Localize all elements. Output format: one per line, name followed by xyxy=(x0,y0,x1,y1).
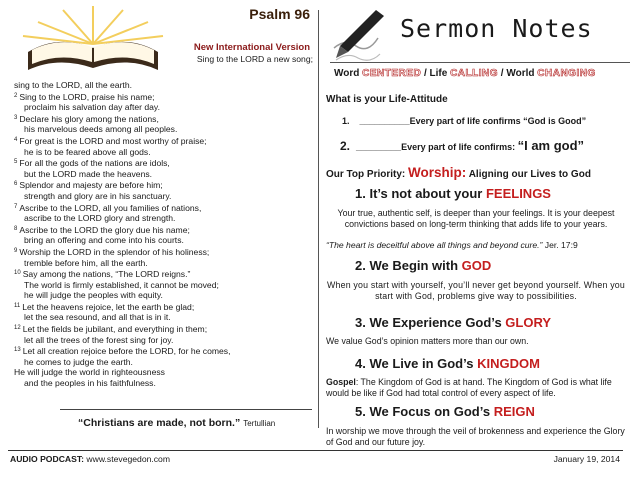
verse-text: let all the trees of the forest sing for joy. xyxy=(24,334,174,345)
point-lead: 4. We Live in God’s xyxy=(355,356,478,371)
podcast-label: AUDIO PODCAST: xyxy=(10,454,85,464)
verse-text: Let the heavens rejoice, let the earth be glad; xyxy=(22,301,195,312)
verse-text: Let the fields be jubilant, and everything in them; xyxy=(22,324,208,335)
scripture-reference: Jer. 17:9 xyxy=(542,240,578,250)
verse-intro-line: Sing to the LORD a new song; xyxy=(196,54,313,64)
quote-rule xyxy=(60,409,312,410)
verse-number: 6 xyxy=(14,181,18,188)
verse-line xyxy=(14,345,314,357)
blank-number: 2. xyxy=(340,139,351,153)
point-body-text: : The Kingdom of God is at hand. The Kingdom of God is what life would be like if God had total control of every aspect of life. xyxy=(326,377,612,399)
verse-line xyxy=(14,202,314,214)
tertullian-quote xyxy=(78,417,318,429)
point-2-body: When you start with yourself, you’ll never get beyond yourself. When you start with God, problems give way to possibilities. xyxy=(327,280,625,302)
point-4-heading xyxy=(355,356,540,371)
verse-text: tremble before him, all the earth. xyxy=(24,257,148,268)
point-3-heading xyxy=(355,315,551,330)
verse-text: but the LORD made the heavens. xyxy=(24,168,153,179)
verse-text: bring an offering and come into his courts. xyxy=(24,235,184,246)
point-3-body: We value God’s opinion matters more than our own. xyxy=(326,336,529,346)
verse-line xyxy=(14,213,314,224)
verse-text: Worship the LORD in the splendor of his holiness; xyxy=(19,246,210,257)
verse-line xyxy=(14,258,314,269)
verse-number: 7 xyxy=(14,203,18,210)
verse-number: 10 xyxy=(14,270,21,277)
verse-line xyxy=(14,224,314,236)
verse-text: Let all creation rejoice before the LORD, for he comes, xyxy=(22,346,231,357)
verse-number: 3 xyxy=(14,114,18,121)
verse-text: For all the gods of the nations are idols, xyxy=(19,158,170,169)
verse-text: strength and glory are in his sanctuary. xyxy=(24,190,172,201)
verse-number: 5 xyxy=(14,159,18,166)
sermon-notes-title: Sermon Notes xyxy=(400,14,593,43)
verse-text: ascribe to the LORD glory and strength. xyxy=(24,213,176,224)
point-5-heading xyxy=(355,404,535,419)
verse-number: 2 xyxy=(14,92,18,99)
verse-line xyxy=(14,290,314,301)
scripture-quote: “The heart is deceitful above all things and beyond cure.” xyxy=(326,240,543,250)
point-keyword: FEELINGS xyxy=(485,186,551,201)
open-bible-icon xyxy=(8,4,178,72)
podcast-url[interactable]: www.stevegedon.com xyxy=(84,454,170,464)
verse-line xyxy=(14,268,314,280)
verse-text: He will judge the world in righteousness xyxy=(14,367,165,378)
point-lead: 1. It’s not about your xyxy=(355,186,486,201)
verse-text: his marvelous deeds among all peoples. xyxy=(24,124,178,135)
podcast-info xyxy=(10,454,170,464)
fill-in-blank-2 xyxy=(340,138,584,153)
point-keyword: KINGDOM xyxy=(477,356,540,371)
verse-text: Splendor and majesty are before him; xyxy=(19,180,163,191)
verse-number: 9 xyxy=(14,247,18,254)
point-lead: 3. We Experience God’s xyxy=(355,315,506,330)
point-lead: 2. We Begin with xyxy=(355,258,462,273)
verse-text: Say among the nations, “The LORD reigns.” xyxy=(22,269,191,280)
verse-line xyxy=(14,323,314,335)
verse-line xyxy=(14,246,314,258)
verse-line xyxy=(14,169,314,180)
verse-number: 12 xyxy=(14,325,21,332)
point-keyword: REIGN xyxy=(493,404,535,419)
verse-number: 4 xyxy=(14,136,18,143)
verse-text: let the sea resound, and all that is in it. xyxy=(24,312,171,323)
verse-line xyxy=(14,312,314,323)
tagline-part: Word xyxy=(334,68,363,79)
verse-text: he comes to judge the earth. xyxy=(24,356,133,367)
verse-text: and the peoples in his faithfulness. xyxy=(24,378,156,389)
priority-label: Our Top Priority: xyxy=(326,169,409,180)
verse-line xyxy=(14,179,314,191)
verse-line xyxy=(14,147,314,158)
point-1-heading xyxy=(355,186,551,201)
attitude-question: What is your Life-Attitude xyxy=(326,94,448,105)
blank-text: _________Every part of life confirms: xyxy=(356,142,518,152)
verse-text: Declare his glory among the nations, xyxy=(19,113,159,124)
point-1-body: Your true, authentic self, is deeper than your feelings. It is your deepest convictions based on long-term thinking that adds life to your years. xyxy=(337,208,615,230)
verse-text: Sing to the LORD, praise his name; xyxy=(19,91,155,102)
verse-line xyxy=(14,357,314,368)
bible-version-label: New International Version xyxy=(193,42,310,53)
footer-rule xyxy=(8,450,623,451)
verse-line xyxy=(14,80,314,91)
blank-emphasis: “I am god” xyxy=(517,138,585,153)
tagline-part: / World xyxy=(498,68,538,79)
verse-line xyxy=(14,280,314,291)
point-keyword: GLORY xyxy=(505,315,552,330)
verse-line xyxy=(14,124,314,135)
column-divider xyxy=(318,10,319,428)
verse-line xyxy=(14,102,314,113)
fill-in-blank-1 xyxy=(342,116,586,126)
sermon-date: January 19, 2014 xyxy=(553,454,620,464)
title-rule xyxy=(330,62,630,63)
point-lead: 5. We Focus on God’s xyxy=(355,404,494,419)
tagline xyxy=(334,68,634,79)
tagline-centered: CENTERED xyxy=(362,68,422,79)
point-2-heading xyxy=(355,258,491,273)
blank-number: 1. xyxy=(342,116,350,126)
verse-text: he will judge the peoples with equity. xyxy=(24,290,163,301)
top-priority-heading xyxy=(326,165,591,180)
verse-line xyxy=(14,191,314,202)
quote-author: Tertullian xyxy=(243,419,276,428)
verse-line xyxy=(14,135,314,147)
point-5-body: In worship we move through the veil of brokenness and experience the Glory of God and our future joy. xyxy=(326,426,625,448)
verse-number: 11 xyxy=(14,302,21,309)
blank-text: __________Every part of life confirms “God is Good” xyxy=(359,116,587,126)
verse-text: For great is the LORD and most worthy of praise; xyxy=(19,135,207,146)
verse-line xyxy=(14,335,314,346)
priority-highlight: Worship: xyxy=(408,165,467,180)
point-4-body xyxy=(326,377,626,400)
tagline-part: / Life xyxy=(421,68,451,79)
tagline-changing: CHANGING xyxy=(537,68,596,79)
verse-text: Ascribe to the LORD, all you families of nations, xyxy=(19,202,202,213)
verse-line xyxy=(14,157,314,169)
psalm-verses xyxy=(14,80,314,389)
tagline-calling: CALLING xyxy=(450,68,499,79)
verse-number: 8 xyxy=(14,225,18,232)
gospel-label: Gospel xyxy=(326,377,356,387)
point-keyword: GOD xyxy=(461,258,492,273)
verse-text: proclaim his salvation day after day. xyxy=(24,102,160,113)
verse-line xyxy=(14,367,314,378)
verse-text: he is to be feared above all gods. xyxy=(24,146,151,157)
point-1-scripture xyxy=(326,240,626,250)
verse-line xyxy=(14,378,314,389)
verse-line xyxy=(14,301,314,313)
verse-line xyxy=(14,91,314,103)
verse-text: The world is firmly established, it cannot be moved; xyxy=(24,279,219,290)
psalm-title: Psalm 96 xyxy=(249,6,310,22)
verse-line xyxy=(14,235,314,246)
verse-number: 13 xyxy=(14,347,21,354)
pen-writing-icon xyxy=(326,8,386,64)
verse-text: sing to the LORD, all the earth. xyxy=(14,80,132,90)
verse-line xyxy=(14,113,314,125)
priority-rest: Aligning our Lives to God xyxy=(466,169,591,180)
quote-text: “Christians are made, not born.” xyxy=(78,417,241,429)
verse-text: Ascribe to the LORD the glory due his name; xyxy=(19,224,190,235)
